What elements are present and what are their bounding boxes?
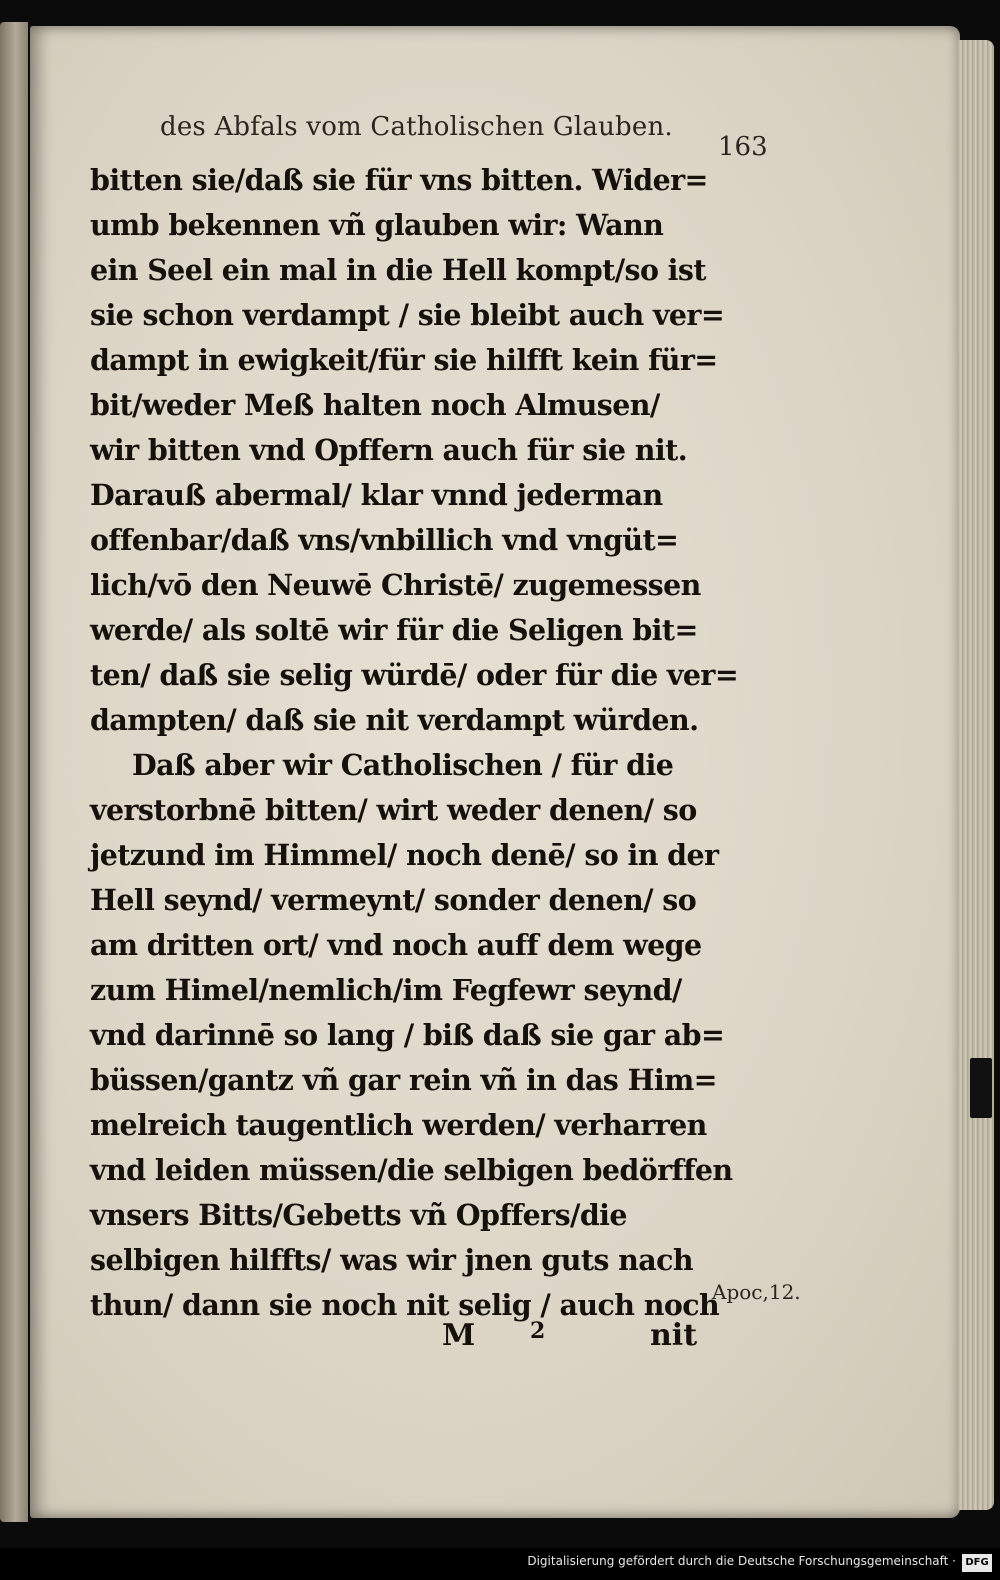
text-line: selbigen hilffts/ was wir jnen guts nach (90, 1243, 694, 1277)
stacked-page-edges (958, 40, 994, 1510)
funding-credit: Digitalisierung gefördert durch die Deutsche Forschungsgemeinschaft · (527, 1554, 956, 1568)
dfg-logo: DFG (962, 1554, 992, 1572)
text-line: melreich taugentlich werden/ verharren (90, 1108, 707, 1142)
signature-mark: M (442, 1318, 476, 1353)
signature-number: 2 (530, 1318, 546, 1344)
margin-note: Apoc,12. (712, 1280, 801, 1304)
text-line: zum Himel/nemlich/im Fegfewr seynd/ (90, 973, 682, 1007)
text-line: sie schon verdampt / sie bleibt auch ver= (90, 298, 725, 332)
text-line: lich/vō den Neuwē Christē/ zugemessen (90, 568, 701, 602)
text-line: Hell seynd/ vermeynt/ sonder denen/ so (90, 883, 697, 917)
text-line: vnsers Bitts/Gebetts vñ Opffers/die (90, 1198, 627, 1232)
catchword: nit (650, 1318, 698, 1353)
text-line: vnd leiden müssen/die selbigen bedörffen (90, 1153, 733, 1187)
text-line: verstorbnē bitten/ wirt weder denen/ so (90, 793, 697, 827)
running-title: des Abfals vom Catholischen Glauben. (160, 112, 673, 142)
digitization-footer (0, 1548, 1000, 1580)
text-line: umb bekennen vñ glauben wir: Wann (90, 208, 664, 242)
text-line: werde/ als soltē wir für die Seligen bit= (90, 613, 698, 647)
text-line: am dritten ort/ vnd noch auff dem wege (90, 928, 702, 962)
text-line: büssen/gantz vñ gar rein vñ in das Him= (90, 1063, 717, 1097)
page-number: 163 (718, 132, 768, 162)
text-line: offenbar/daß vns/vnbillich vnd vngüt= (90, 523, 679, 557)
text-line: ein Seel ein mal in die Hell kompt/so ist (90, 253, 706, 287)
text-line: bit/weder Meß halten noch Almusen/ (90, 388, 660, 422)
text-line: thun/ dann sie noch nit selig / auch noch (90, 1288, 720, 1322)
text-line: bitten sie/daß sie für vns bitten. Wider= (90, 163, 708, 197)
text-line: dampt in ewigkeit/für sie hilfft kein für= (90, 343, 718, 377)
text-line: Darauß abermal/ klar vnnd jederman (90, 478, 663, 512)
text-line: wir bitten vnd Opffern auch für sie nit. (90, 433, 688, 467)
body-text (90, 158, 739, 1328)
facing-page-edge (0, 22, 28, 1522)
text-line: jetzund im Himmel/ noch denē/ so in der (90, 838, 719, 872)
text-line: vnd darinnē so lang / biß daß sie gar ab= (90, 1018, 725, 1052)
signature-line (90, 1318, 730, 1368)
text-line: ten/ daß sie selig würdē/ oder für die ver= (90, 658, 739, 692)
paragraph-start-line: Daß aber wir Catholischen / für die (132, 748, 674, 782)
page-tab-marker (970, 1058, 992, 1118)
text-line: dampten/ daß sie nit verdampt würden. (90, 703, 699, 737)
